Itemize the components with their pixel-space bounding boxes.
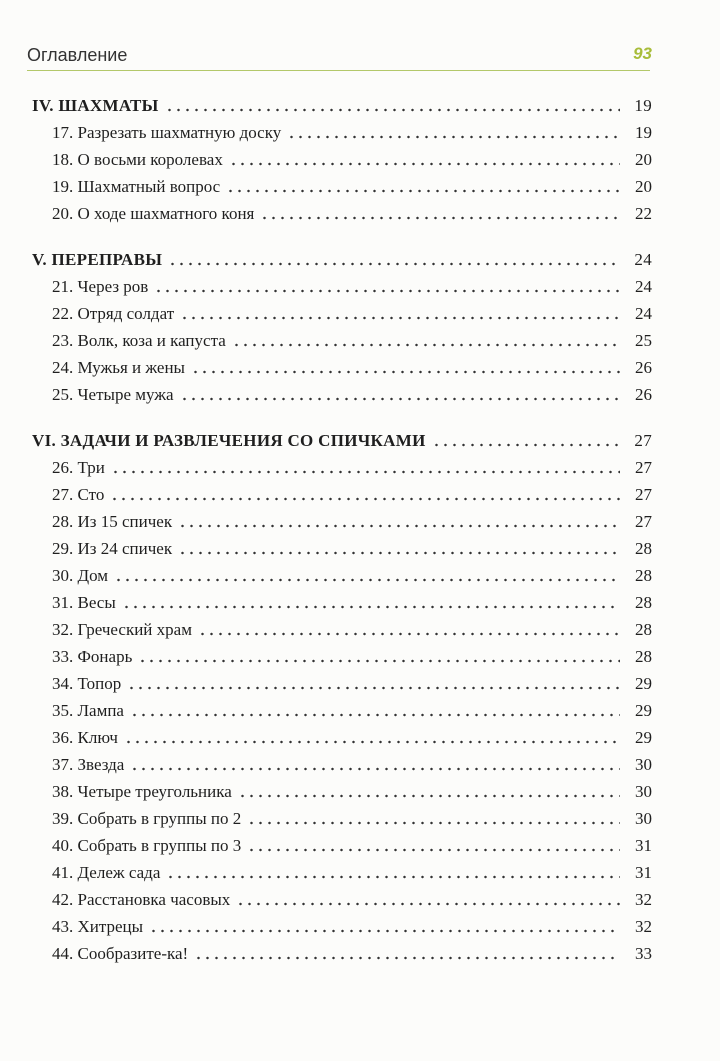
toc-entry[interactable] xyxy=(32,697,652,724)
entry-label: 36. Ключ xyxy=(52,728,118,747)
chapter-title: IV. ШАХМАТЫ xyxy=(32,96,159,115)
toc-entry[interactable] xyxy=(32,724,652,751)
entry-label: 24. Мужья и жены xyxy=(52,358,185,377)
dot-leader xyxy=(165,97,620,114)
entry-label: 39. Собрать в группы по 2 xyxy=(52,809,242,828)
toc-chapter[interactable] xyxy=(32,246,652,273)
dot-leader xyxy=(260,205,620,222)
toc-entry[interactable] xyxy=(32,300,652,327)
entry-page: 28 xyxy=(635,620,652,639)
entry-page: 25 xyxy=(635,331,652,350)
entry-label: 29. Из 24 спичек xyxy=(52,539,173,558)
toc-entry[interactable] xyxy=(32,119,652,146)
entry-page: 28 xyxy=(635,647,652,666)
page-number: 93 xyxy=(633,44,652,63)
entry-page: 29 xyxy=(635,674,652,693)
section-gap xyxy=(32,408,652,427)
toc-entry[interactable] xyxy=(32,200,652,227)
entry-label: 41. Дележ сада xyxy=(52,863,161,882)
dot-leader xyxy=(122,594,620,611)
dot-leader xyxy=(247,810,620,827)
toc-entry[interactable] xyxy=(32,913,652,940)
dot-leader xyxy=(232,332,620,349)
entry-page: 30 xyxy=(635,755,652,774)
toc-entry[interactable] xyxy=(32,778,652,805)
dot-leader xyxy=(432,432,620,449)
entry-label: 37. Звезда xyxy=(52,755,125,774)
entry-label: 33. Фонарь xyxy=(52,647,133,666)
entry-label: 44. Сообразите-ка! xyxy=(52,944,189,963)
entry-page: 32 xyxy=(635,917,652,936)
toc-entry[interactable] xyxy=(32,327,652,354)
toc-entry[interactable] xyxy=(32,354,652,381)
entry-label: 21. Через ров xyxy=(52,277,149,296)
entry-label: 34. Топор xyxy=(52,674,122,693)
entry-page: 27 xyxy=(635,512,652,531)
entry-label: 23. Волк, коза и капуста xyxy=(52,331,226,350)
toc-entry[interactable] xyxy=(32,886,652,913)
entry-page: 27 xyxy=(635,485,652,504)
dot-leader xyxy=(191,359,620,376)
toc-entry[interactable] xyxy=(32,454,652,481)
entry-label: 30. Дом xyxy=(52,566,109,585)
entry-page: 30 xyxy=(635,782,652,801)
dot-leader xyxy=(180,386,620,403)
dot-leader xyxy=(168,251,620,268)
entry-page: 28 xyxy=(635,593,652,612)
dot-leader xyxy=(130,702,620,719)
toc-entry[interactable] xyxy=(32,508,652,535)
toc-entry[interactable] xyxy=(32,805,652,832)
entry-page: 28 xyxy=(635,539,652,558)
chapter-title: V. ПЕРЕПРАВЫ xyxy=(32,250,163,269)
entry-label: 17. Разрезать шахматную доску xyxy=(52,123,282,142)
toc-entry[interactable] xyxy=(32,670,652,697)
entry-label: 40. Собрать в группы по 3 xyxy=(52,836,242,855)
entry-label: 22. Отряд солдат xyxy=(52,304,175,323)
entry-label: 31. Весы xyxy=(52,593,116,612)
chapter-title: VI. ЗАДАЧИ И РАЗВЛЕЧЕНИЯ СО СПИЧКАМИ xyxy=(32,431,426,450)
entry-label: 19. Шахматный вопрос xyxy=(52,177,221,196)
dot-leader xyxy=(229,151,620,168)
toc-entry[interactable] xyxy=(32,273,652,300)
entry-page: 19 xyxy=(635,123,652,142)
entry-label: 42. Расстановка часовых xyxy=(52,890,231,909)
entry-label: 20. О ходе шахматного коня xyxy=(52,204,255,223)
entry-label: 27. Сто xyxy=(52,485,105,504)
toc-chapter[interactable] xyxy=(32,92,652,119)
dot-leader xyxy=(166,864,620,881)
toc-entry[interactable] xyxy=(32,381,652,408)
dot-leader xyxy=(287,124,620,141)
entry-label: 35. Лампа xyxy=(52,701,124,720)
entry-page: 20 xyxy=(635,177,652,196)
entry-page: 22 xyxy=(635,204,652,223)
entry-page: 31 xyxy=(635,836,652,855)
page-header xyxy=(27,42,650,71)
entry-page: 33 xyxy=(635,944,652,963)
dot-leader xyxy=(238,783,620,800)
entry-page: 29 xyxy=(635,728,652,747)
entry-page: 26 xyxy=(635,385,652,404)
toc-entry[interactable] xyxy=(32,940,652,967)
entry-page: 31 xyxy=(635,863,652,882)
chapter-page: 24 xyxy=(634,250,652,269)
dot-leader xyxy=(236,891,620,908)
toc-entry[interactable] xyxy=(32,832,652,859)
toc-entry[interactable] xyxy=(32,643,652,670)
toc-chapter[interactable] xyxy=(32,427,652,454)
entry-label: 38. Четыре треугольника xyxy=(52,782,232,801)
entry-label: 32. Греческий храм xyxy=(52,620,192,639)
entry-page: 24 xyxy=(635,277,652,296)
dot-leader xyxy=(178,540,620,557)
dot-leader xyxy=(124,729,620,746)
dot-leader xyxy=(149,918,620,935)
table-of-contents xyxy=(32,92,652,967)
entry-page: 30 xyxy=(635,809,652,828)
entry-page: 32 xyxy=(635,890,652,909)
toc-entry[interactable] xyxy=(32,562,652,589)
toc-entry[interactable] xyxy=(32,146,652,173)
dot-leader xyxy=(180,305,620,322)
dot-leader xyxy=(130,756,620,773)
toc-entry[interactable] xyxy=(32,173,652,200)
toc-entry[interactable] xyxy=(32,616,652,643)
toc-entry[interactable] xyxy=(32,481,652,508)
toc-entry[interactable] xyxy=(32,751,652,778)
dot-leader xyxy=(111,459,620,476)
toc-entry[interactable] xyxy=(32,589,652,616)
entry-page: 24 xyxy=(635,304,652,323)
entry-label: 43. Хитрецы xyxy=(52,917,144,936)
dot-leader xyxy=(114,567,620,584)
entry-page: 20 xyxy=(635,150,652,169)
entry-label: 28. Из 15 спичек xyxy=(52,512,173,531)
entry-page: 29 xyxy=(635,701,652,720)
dot-leader xyxy=(110,486,620,503)
chapter-page: 27 xyxy=(634,431,652,450)
header-title: Оглавление xyxy=(27,45,128,65)
entry-page: 28 xyxy=(635,566,652,585)
dot-leader xyxy=(127,675,620,692)
toc-entry[interactable] xyxy=(32,535,652,562)
dot-leader xyxy=(138,648,620,665)
chapter-page: 19 xyxy=(634,96,652,115)
section-gap xyxy=(32,227,652,246)
dot-leader xyxy=(198,621,620,638)
entry-label: 25. Четыре мужа xyxy=(52,385,174,404)
dot-leader xyxy=(226,178,620,195)
dot-leader xyxy=(194,945,620,962)
dot-leader xyxy=(178,513,620,530)
dot-leader xyxy=(247,837,620,854)
dot-leader xyxy=(154,278,620,295)
entry-page: 26 xyxy=(635,358,652,377)
toc-entry[interactable] xyxy=(32,859,652,886)
entry-label: 26. Три xyxy=(52,458,105,477)
entry-label: 18. О восьми королевах xyxy=(52,150,223,169)
entry-page: 27 xyxy=(635,458,652,477)
